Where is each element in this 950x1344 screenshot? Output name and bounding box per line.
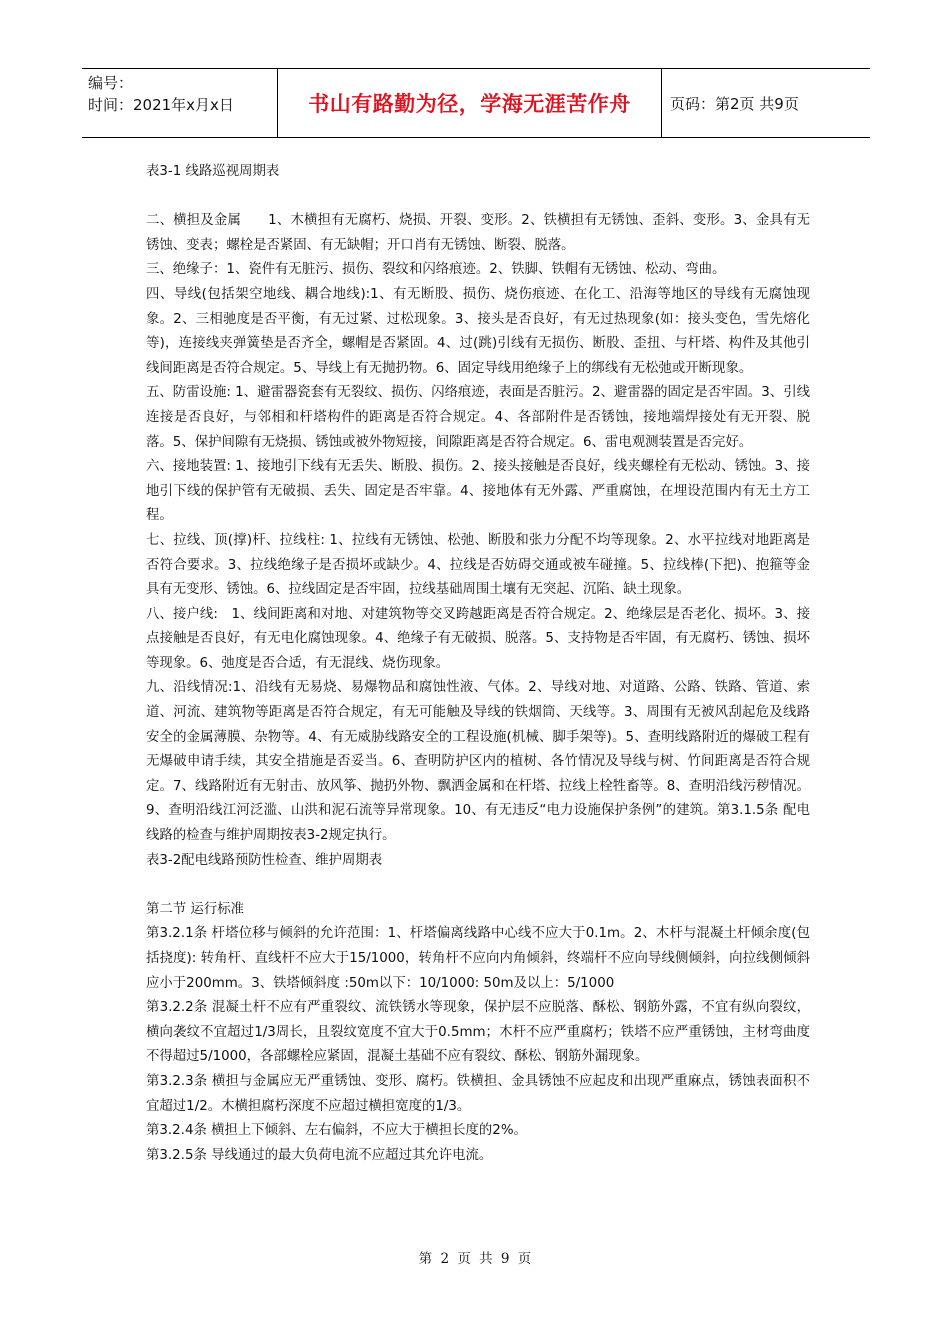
- paragraph: 九、沿线情况:1、沿线有无易烧、易爆物品和腐蚀性液、气体。2、导线对地、对道路、公路、铁路、管道、索道、河流、建筑物等距离是否符合规定，有无可能触及导线的铁烟筒、天线等。3、周围有无被风刮起危及线路安全的金属薄膜、杂物等。4、有无威胁线路安全的工程设施(机械、脚手架等)。5、查明线路附近的爆破工程有无爆破申请手续，其安全措施是否妥当。6、查明防护区内的植树、各竹情况及导线与树、竹间距离是否符合规定。7、线路附近有无射击、放风筝、抛扔外物、飘洒金属和在杆塔、拉线上栓牲畜等。8、查明沿线污秽情况。9、查明沿线江河泛滥、山洪和泥石流等异常现象。10、有无违反“电力设施保护条例”的建筑。第3.1.5条 配电线路的检查与维护周期按表3-2规定执行。: [146, 680, 810, 844]
- table-title: 表3-2配电线路预防性检查、维护周期表: [146, 852, 383, 868]
- paragraph: 二、横担及金属 1、木横担有无腐朽、烧损、开裂、变形。2、铁横担有无锈蚀、歪斜、变形。3、金具有无锈蚀、变表；螺栓是否紧固、有无缺帽；开口肖有无锈蚀、断裂、脱落。: [146, 213, 810, 253]
- header-page-info-cell: [662, 69, 870, 137]
- paragraph: 四、导线(包括架空地线、耦合地线):1、有无断股、损伤、烧伤痕迹、在化工、沿海等地区的导线有无腐蚀现象。2、三相驰度是否平衡，有无过紧、过松现象。3、接头是否良好，有无过热现象(如：接头变色，雪先熔化等)，连接线夹弹簧垫是否齐全，螺帽是否紧固。4、过(跳)引线有无损伤、断股、歪扭、与杆塔、构件及其他引线间距离是否符合规定。5、导线上有无抛扔物。6、固定导线用绝缘子上的绑线有无松弛或开断现象。: [146, 286, 810, 376]
- document-time-label: 时间：2021年x月x日: [88, 96, 234, 114]
- page-header: [82, 68, 870, 138]
- header-meta: [82, 69, 278, 137]
- paragraph: 第3.2.5条 导线通过的最大负荷电流不应超过其允许电流。: [146, 1147, 493, 1163]
- blank-line: [146, 873, 810, 898]
- paragraph: 第3.2.1条 杆塔位移与倾斜的允许范围：1、杆塔偏离线路中心线不应大于0.1m。2、木杆与混凝土杆倾余度(包括挠度): 转角杆、直线杆不应大于15/1000，转角杆不应向内角倾斜，终端杆不应向导线侧倾斜，向拉线侧倾斜应小于200mm。3、铁塔倾斜度 :50m以下：10/1000: 50m及以上：5/1000: [146, 926, 810, 991]
- paragraph: 五、防雷设施: 1、避雷器瓷套有无裂纹、损伤、闪络痕迹，表面是否脏污。2、避雷器的固定是否牢固。3、引线连接是否良好，与邻相和杆塔构件的距离是否符合规定。4、各部附件是否锈蚀，接地端焊接处有无开裂、脱落。5、保护间隙有无烧损、锈蚀或被外物短接，间隙距离是否符合规定。6、雷电观测装置是否完好。: [146, 385, 810, 450]
- paragraph: 第3.2.3条 横担与金属应无严重锈蚀、变形、腐朽。铁横担、金具锈蚀不应起皮和出现严重麻点，锈蚀表面积不宜超过1/2。木横担腐朽深度不应超过横担宽度的1/3。: [146, 1073, 810, 1114]
- page-footer: [0, 1247, 950, 1267]
- header-motto: 书山有路勤为径，学海无涯苦作舟: [308, 92, 631, 116]
- blank-line: [146, 185, 810, 210]
- document-body: [146, 160, 810, 1168]
- paragraph: 七、拉线、顶(撑)杆、拉线柱: 1、拉线有无锈蚀、松弛、断股和张力分配不均等现象。2、水平拉线对地距离是否符合要求。3、拉线绝缘子是否损坏或缺少。4、拉线是否妨碍交通或被车碰撞。5、拉线棒(下把)、抱箍等金具有无变形、锈蚀。6、拉线固定是否牢固，拉线基础周围土壤有无突起、沉陷、缺土现象。: [146, 532, 810, 598]
- document-number-label: 编号：: [88, 74, 134, 92]
- paragraph: 六、接地装置: 1、接地引下线有无丢失、断股、损伤。2、接头接触是否良好，线夹螺栓有无松动、锈蚀。3、接地引下线的保护管有无破损、丢失、固定是否牢靠。4、接地体有无外露、严重腐蚀，在埋设范围内有无土方工程。: [146, 459, 810, 524]
- section-title: 第二节 运行标准: [146, 901, 244, 917]
- paragraph: 八、接户线: 1、线间距离和对地、对建筑物等交叉跨越距离是否符合规定。2、绝缘层是否老化、损坏。3、接点接触是否良好，有无电化腐蚀现象。4、绝缘子有无破损、脱落。5、支持物是否牢固，有无腐朽、锈蚀、损坏等现象。6、弛度是否合适，有无混线、烧伤现象。: [146, 606, 810, 671]
- paragraph: 第3.2.4条 横担上下倾斜、左右偏斜，不应大于横担长度的2%。: [146, 1123, 527, 1139]
- header-page-info: 页码：第2页 共9页: [670, 94, 799, 113]
- paragraph: 第3.2.2条 混凝土杆不应有严重裂纹、流铁锈水等现象，保护层不应脱落、酥松、钢筋外露，不宜有纵向裂纹，横向袭纹不宜超过1/3周长，且裂纹宽度不宜大于0.5mm；木杆不应严重腐朽；铁塔不应严重锈蚀，主材弯曲度不得超过5/1000，各部螺栓应紧固，混凝土基础不应有裂纹、酥松、钢筋外漏现象。: [146, 1000, 810, 1065]
- table-title: 表3-1 线路巡视周期表: [146, 164, 280, 179]
- footer-page-number: 第 2 页 共 9 页: [418, 1251, 532, 1267]
- paragraph: 三、绝缘子：1、瓷件有无脏污、损伤、裂纹和闪络痕迹。2、铁脚、铁帽有无锈蚀、松动、弯曲。: [146, 262, 726, 278]
- header-motto-cell: [278, 69, 662, 137]
